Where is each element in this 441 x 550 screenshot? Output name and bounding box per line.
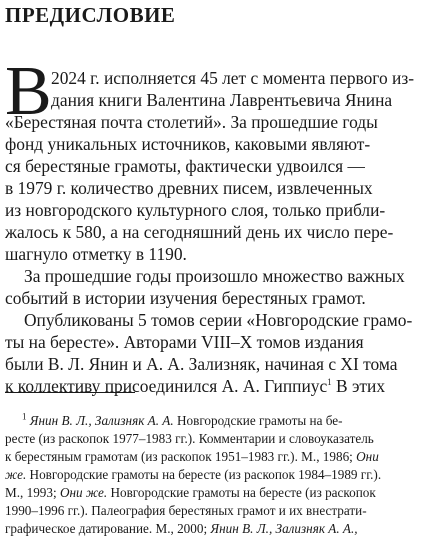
footnote-italic: же.: [5, 467, 27, 482]
footnote-text: Новгородские грамоты на бересте (из раскопок 1984–1989 гг.).: [26, 467, 382, 482]
footnote-text: Новгородские грамоты на бересте (из раскопок: [107, 485, 376, 500]
body-line-11: событий в истории изучения берестяных грамот.: [5, 288, 366, 308]
body-line-15-text: к коллективу присоединился А. А. Гиппиус: [5, 376, 328, 396]
footnote-line-3: [5, 448, 379, 466]
body-line-8: жалось к 580, а на сегодняшний день их число пере-: [5, 222, 394, 242]
drop-cap: В: [5, 53, 52, 130]
footnote-text: к берестяным грамотам (из раскопок 1951–1983 гг.). М., 1986;: [5, 449, 357, 464]
footnote-line-4: [5, 466, 381, 484]
body-line-15: [5, 375, 385, 397]
body-line-15-tail: В этих: [331, 376, 386, 396]
body-line-3: «Берестяная почта столетий». За прошедшие годы: [5, 112, 378, 132]
footnote-text: Новгородские грамоты на бе-: [173, 413, 343, 428]
body-line-1: 2024 г. исполняется 45 лет с момента первого из-: [51, 68, 415, 88]
footnote-marker[interactable]: 1: [327, 377, 332, 388]
footnote-line-2: ресте (из раскопок 1977–1983 гг.). Комментарии и словоуказатель: [5, 431, 374, 446]
body-line-10: За прошедшие годы произошло множество важных: [24, 266, 405, 286]
footnote-line-5: [5, 484, 376, 502]
body-line-5: ся берестяные грамоты, фактически удвоился —: [5, 156, 365, 176]
footnote-divider: [5, 392, 135, 393]
footnote-number: 1: [22, 411, 27, 422]
footnote-line-1: [22, 412, 343, 430]
body-line-2: дания книги Валентина Лаврентьевича Янина: [51, 90, 393, 110]
footnote-text: М., 1993;: [5, 485, 60, 500]
body-line-9: шагнуло отметку в 1190.: [5, 244, 187, 264]
footnote-italic: Янин В. Л., Зализняк А. А.,: [210, 521, 358, 536]
body-line-14: были В. Л. Янин и А. А. Зализняк, начиная с XI тома: [5, 354, 398, 374]
body-line-12: Опубликованы 5 томов серии «Новгородские грамо-: [24, 310, 413, 330]
footnote-italic: Они: [356, 449, 379, 464]
footnote-authors: Янин В. Л., Зализняк А. А.: [29, 413, 174, 428]
footnote-line-7: [5, 520, 358, 538]
footnote-text: графическое датирование. М., 2000;: [5, 521, 211, 536]
body-line-7: из новгородского культурного слоя, только прибли-: [5, 200, 386, 220]
page-title: ПРЕДИСЛОВИЕ: [5, 3, 176, 27]
body-line-6: в 1979 г. количество древних писем, извлеченных: [5, 178, 373, 198]
body-line-13: ты на бересте». Авторами VIII–X томов издания: [5, 332, 364, 352]
footnote-italic: Они же.: [59, 485, 108, 500]
body-line-4: фонд уникальных источников, каковыми являют-: [5, 134, 371, 154]
footnote-line-6: 1990–1996 гг.). Палеография берестяных грамот и их внестрати-: [5, 503, 367, 518]
